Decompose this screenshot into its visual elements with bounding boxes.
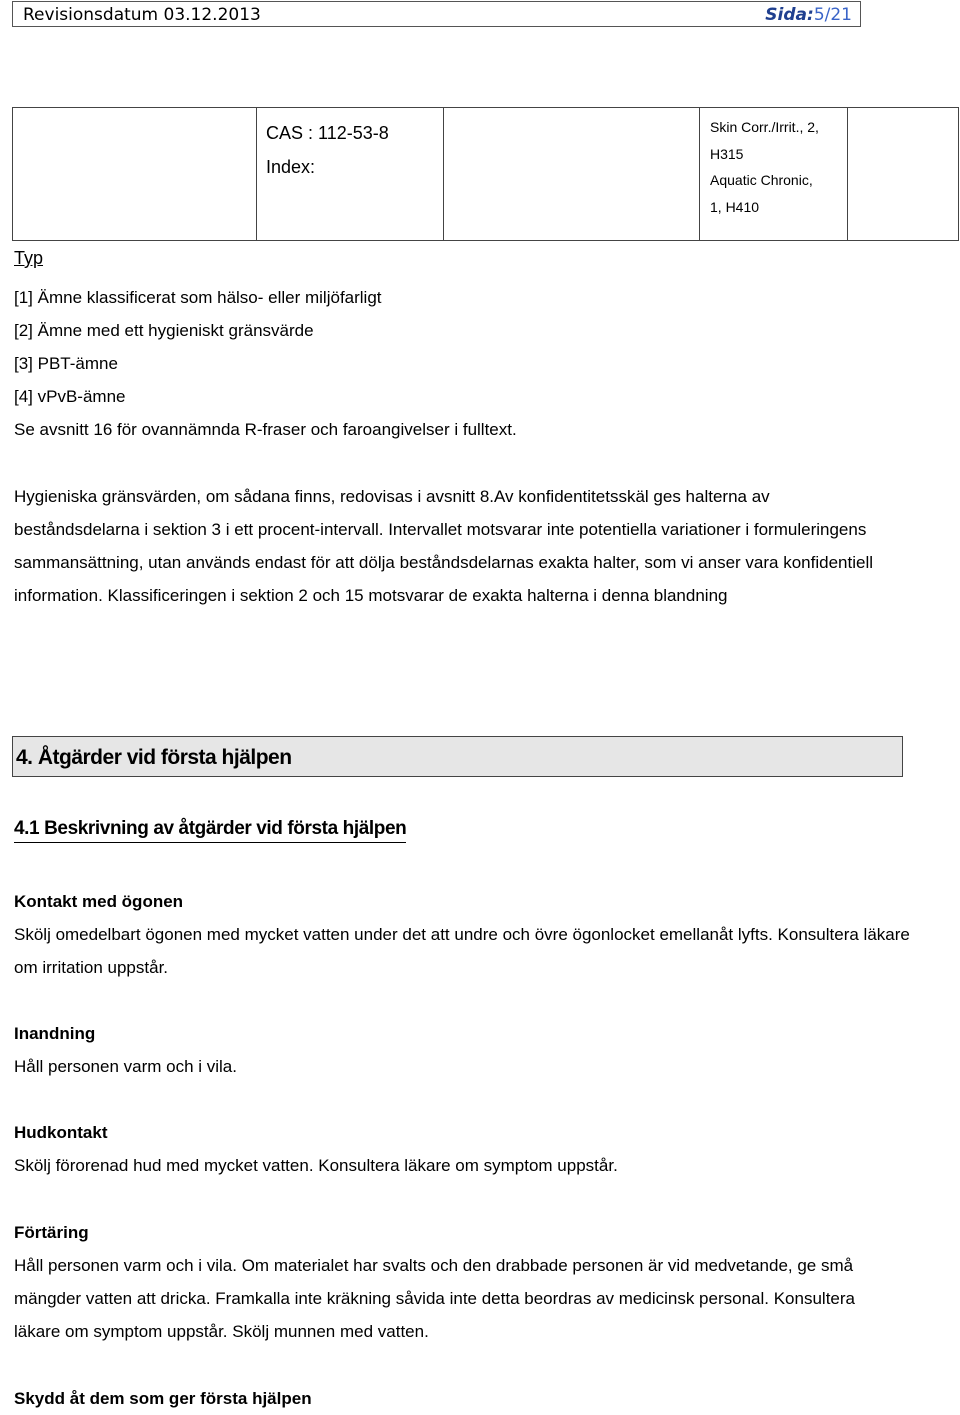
hygiene-paragraph: Hygieniska gränsvärden, om sådana finns, redovisas i avsnitt 8.Av konfidentitetsskäl ges halterna av beståndsdelarna i sektion 3 i ett procent-intervall. Intervallet motsvarar inte potentiella variationer i formuleringens sammansättning, utan används endast för att dölja beståndsdelarnas exakta halter, som vi anser vara konfidentiell information. Klassificeringen i sektion 2 och 15 motsvarar de exakta halterna i denna blandning <box>14 487 874 605</box>
ingestion-text: Håll personen varm och i vila. Om materialet har svalts och den drabbade personen är vid medvetande, ge små mängder vatten att dricka. Framkalla inte kräkning såvida inte detta beordras av medicinsk personal. Konsultera läkare om symptom uppstår. Skölj munnen med vatten. <box>14 1256 855 1341</box>
eye-contact-block <box>14 885 914 984</box>
table-row <box>13 108 959 241</box>
inhalation-text: Håll personen varm och i vila. <box>14 1057 237 1076</box>
list-item: [1] Ämne klassificerat som hälso- eller miljöfarligt <box>14 288 382 307</box>
skin-contact-block <box>14 1116 914 1182</box>
table-cell-concentration <box>444 108 700 241</box>
table-cell-type <box>848 108 959 241</box>
table-cell-name <box>13 108 257 241</box>
skin-contact-text: Skölj förorenad hud med mycket vatten. Konsultera läkare om symptom uppstår. <box>14 1156 618 1175</box>
inhalation-block <box>14 1017 914 1083</box>
list-item: [4] vPvB-ämne <box>14 387 126 406</box>
classification-line: Aquatic Chronic, <box>710 172 813 188</box>
first-aiders-heading: Skydd åt dem som ger första hjälpen <box>14 1389 312 1408</box>
inhalation-heading: Inandning <box>14 1024 96 1043</box>
skin-contact-heading: Hudkontakt <box>14 1123 108 1142</box>
typ-list <box>14 281 517 446</box>
page-number: 5/21 <box>813 5 852 25</box>
list-item: Se avsnitt 16 för ovannämnda R-fraser och faroangivelser i fulltext. <box>14 420 517 439</box>
cas-number: CAS : 112-53-8 <box>266 123 389 143</box>
eye-contact-text: Skölj omedelbart ögonen med mycket vatten under det att undre och övre ögonlocket emellanåt lyfts. Konsultera läkare om irritation uppstår. <box>14 925 910 977</box>
eye-contact-heading: Kontakt med ögonen <box>14 892 184 911</box>
classification-line: H315 <box>710 145 744 162</box>
classification-line: Skin Corr./Irrit., 2, <box>710 119 819 135</box>
first-aiders-block <box>14 1382 914 1415</box>
revision-date: Revisionsdatum 03.12.2013 <box>23 5 261 25</box>
table-cell-identifiers <box>257 108 444 241</box>
ingestion-heading: Förtäring <box>14 1223 89 1242</box>
typ-heading: Typ <box>14 248 44 268</box>
component-table <box>12 107 959 241</box>
list-item: [2] Ämne med ett hygieniskt gränsvärde <box>14 321 314 340</box>
ingestion-block <box>14 1216 884 1348</box>
subsection-title: 4.1 Beskrivning av åtgärder vid första hjälpen <box>14 818 406 843</box>
page-header <box>12 1 861 27</box>
page-label: Sida: <box>765 5 814 25</box>
index-number: Index: <box>266 157 316 177</box>
list-item: [3] PBT-ämne <box>14 354 118 373</box>
section-title: 4. Åtgärder vid första hjälpen <box>12 736 903 777</box>
classification-line: 1, H410 <box>710 198 760 215</box>
page-indicator <box>765 5 852 25</box>
table-cell-classification <box>700 108 848 241</box>
